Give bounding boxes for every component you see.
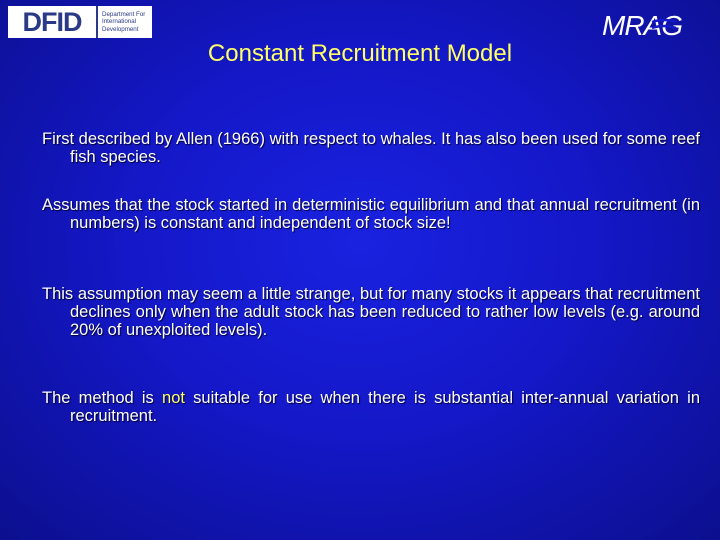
dfid-logo-mark: DFID bbox=[8, 6, 98, 38]
slide-title: Constant Recruitment Model bbox=[207, 40, 513, 67]
mrag-logo bbox=[602, 8, 702, 42]
mrag-logo-text: MRAG bbox=[602, 10, 682, 41]
dfid-logo-line: Development bbox=[102, 25, 139, 33]
dfid-logo-line: International bbox=[102, 18, 137, 26]
paragraph-2: Assumes that the stock started in deterministic equilibrium and that annual recruitment (in numbers) is constant and independent of stock size! bbox=[42, 196, 700, 232]
paragraph-4 bbox=[42, 389, 700, 425]
dfid-logo-text bbox=[98, 6, 152, 38]
paragraph-3: This assumption may seem a little strange, but for many stocks it appears that recruitment declines only when the adult stock has been reduced to rather low levels (e.g. around 20% of unexploited levels). bbox=[42, 285, 700, 339]
paragraph-1: First described by Allen (1966) with respect to whales. It has also been used for some reef fish species. bbox=[42, 130, 700, 166]
paragraph-4-after: suitable for use when there is substantial inter-annual variation in recruitment. bbox=[70, 389, 700, 425]
dfid-logo bbox=[8, 6, 152, 38]
paragraph-4-before: The method is bbox=[42, 389, 163, 407]
paragraph-4-highlight: not bbox=[162, 389, 185, 407]
dfid-logo-line: Department For bbox=[102, 10, 146, 18]
